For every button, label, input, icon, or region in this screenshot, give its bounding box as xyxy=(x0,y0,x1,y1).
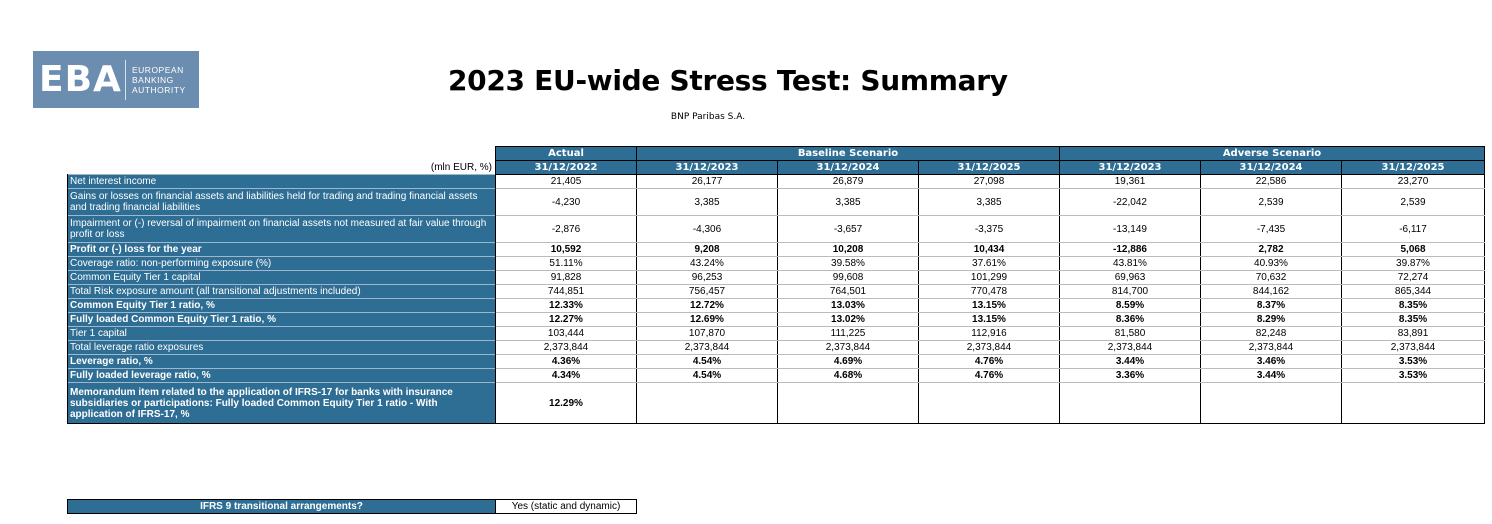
page-title: 2023 EU-wide Stress Test: Summary xyxy=(448,64,1008,97)
value-cell: -6,117 xyxy=(1342,216,1485,243)
date-header: 31/12/2023 xyxy=(637,161,778,175)
value-cell: 4.36% xyxy=(496,355,637,369)
table-row xyxy=(68,285,1485,299)
value-cell: 12.33% xyxy=(496,299,637,313)
value-cell: -3,375 xyxy=(919,216,1060,243)
value-cell: 844,162 xyxy=(1201,285,1342,299)
date-header: 31/12/2022 xyxy=(496,161,637,175)
value-cell: 81,580 xyxy=(1060,327,1201,341)
value-cell: 10,592 xyxy=(496,243,637,257)
value-cell: 3.44% xyxy=(1201,369,1342,383)
date-header-row xyxy=(68,161,1485,175)
value-cell: 21,405 xyxy=(496,175,637,189)
value-cell: 12.27% xyxy=(496,313,637,327)
value-cell: 23,270 xyxy=(1342,175,1485,189)
value-cell: 4.76% xyxy=(919,369,1060,383)
value-cell xyxy=(1060,383,1201,424)
summary-table xyxy=(67,146,1485,424)
row-label: Coverage ratio: non-performing exposure (%) xyxy=(68,257,496,271)
value-cell: 3.36% xyxy=(1060,369,1201,383)
value-cell: 12.72% xyxy=(637,299,778,313)
value-cell: 756,457 xyxy=(637,285,778,299)
value-cell: 10,434 xyxy=(919,243,1060,257)
ifrs9-label: IFRS 9 transitional arrangements? xyxy=(68,500,496,514)
value-cell: 27,098 xyxy=(919,175,1060,189)
date-header: 31/12/2025 xyxy=(1342,161,1485,175)
value-cell: 43.81% xyxy=(1060,257,1201,271)
value-cell xyxy=(637,383,778,424)
value-cell: 2,782 xyxy=(1201,243,1342,257)
value-cell: 103,444 xyxy=(496,327,637,341)
row-label: Leverage ratio, % xyxy=(68,355,496,369)
table-row xyxy=(68,327,1485,341)
value-cell: 12.69% xyxy=(637,313,778,327)
value-cell: -4,230 xyxy=(496,189,637,216)
value-cell: 13.15% xyxy=(919,299,1060,313)
value-cell: 12.29% xyxy=(496,383,637,424)
value-cell: 111,225 xyxy=(778,327,919,341)
value-cell: 8.36% xyxy=(1060,313,1201,327)
value-cell: 9,208 xyxy=(637,243,778,257)
row-label: Common Equity Tier 1 ratio, % xyxy=(68,299,496,313)
value-cell: 8.37% xyxy=(1201,299,1342,313)
value-cell: 2,373,844 xyxy=(1201,341,1342,355)
table-row xyxy=(68,341,1485,355)
table-row xyxy=(68,299,1485,313)
value-cell: 43.24% xyxy=(637,257,778,271)
value-cell: 26,879 xyxy=(778,175,919,189)
header-adverse: Adverse Scenario xyxy=(1060,147,1485,161)
bank-name: BNP Paribas S.A. xyxy=(670,112,746,122)
value-cell: 5,068 xyxy=(1342,243,1485,257)
value-cell: 865,344 xyxy=(1342,285,1485,299)
value-cell: 101,299 xyxy=(919,271,1060,285)
row-label: Gains or losses on financial assets and liabilities held for trading and trading financial assets and trading financial liabilities xyxy=(68,189,496,216)
date-header: 31/12/2024 xyxy=(778,161,919,175)
row-label: Total Risk exposure amount (all transitional adjustments included) xyxy=(68,285,496,299)
value-cell: 3,385 xyxy=(778,189,919,216)
row-label: Impairment or (-) reversal of impairment on financial assets not measured at fair value through profit or loss xyxy=(68,216,496,243)
value-cell: -7,435 xyxy=(1201,216,1342,243)
group-header-row xyxy=(68,147,1485,161)
value-cell: 8.29% xyxy=(1201,313,1342,327)
value-cell: 10,208 xyxy=(778,243,919,257)
value-cell: 764,501 xyxy=(778,285,919,299)
row-label: Net interest income xyxy=(68,175,496,189)
value-cell: -13,149 xyxy=(1060,216,1201,243)
value-cell: 91,828 xyxy=(496,271,637,285)
row-label: Profit or (-) loss for the year xyxy=(68,243,496,257)
value-cell: 96,253 xyxy=(637,271,778,285)
eba-logo xyxy=(33,51,199,108)
header-baseline: Baseline Scenario xyxy=(637,147,1060,161)
value-cell: 8.59% xyxy=(1060,299,1201,313)
value-cell: 2,373,844 xyxy=(496,341,637,355)
logo-divider xyxy=(125,60,126,100)
value-cell: 13.03% xyxy=(778,299,919,313)
value-cell: 3,385 xyxy=(919,189,1060,216)
value-cell: 3.46% xyxy=(1201,355,1342,369)
value-cell xyxy=(919,383,1060,424)
value-cell: -4,306 xyxy=(637,216,778,243)
ifrs9-table xyxy=(67,499,637,514)
table-row xyxy=(68,369,1485,383)
row-label: Total leverage ratio exposures xyxy=(68,341,496,355)
table-row xyxy=(68,216,1485,243)
ifrs9-row xyxy=(68,500,637,514)
value-cell: 13.15% xyxy=(919,313,1060,327)
value-cell: 4.54% xyxy=(637,355,778,369)
value-cell: 2,373,844 xyxy=(637,341,778,355)
value-cell: 40.93% xyxy=(1201,257,1342,271)
table-row xyxy=(68,175,1485,189)
logo-mark: EBA xyxy=(39,59,122,100)
value-cell: 4.68% xyxy=(778,369,919,383)
unit-label: (mln EUR, %) xyxy=(430,161,492,173)
table-row xyxy=(68,355,1485,369)
row-label: Fully loaded leverage ratio, % xyxy=(68,369,496,383)
value-cell: -22,042 xyxy=(1060,189,1201,216)
value-cell: 2,373,844 xyxy=(778,341,919,355)
value-cell: 8.35% xyxy=(1342,299,1485,313)
table-row xyxy=(68,189,1485,216)
value-cell: 814,700 xyxy=(1060,285,1201,299)
value-cell: 82,248 xyxy=(1201,327,1342,341)
table-row xyxy=(68,313,1485,327)
row-label: Memorandum item related to the application of IFRS-17 for banks with insurance subsidiaries or participations: Fully loaded Common Equity Tier 1 ratio - With application of IFRS-17, % xyxy=(68,383,496,424)
value-cell: 72,274 xyxy=(1342,271,1485,285)
logo-text: EUROPEAN BANKING AUTHORITY xyxy=(132,64,186,95)
table-row xyxy=(68,271,1485,285)
table-row xyxy=(68,243,1485,257)
value-cell: 770,478 xyxy=(919,285,1060,299)
value-cell: 3,385 xyxy=(637,189,778,216)
value-cell: 107,870 xyxy=(637,327,778,341)
header-actual: Actual xyxy=(496,147,637,161)
table-row xyxy=(68,257,1485,271)
value-cell: 3.44% xyxy=(1060,355,1201,369)
value-cell: 99,608 xyxy=(778,271,919,285)
value-cell: 19,361 xyxy=(1060,175,1201,189)
value-cell: -3,657 xyxy=(778,216,919,243)
value-cell xyxy=(1201,383,1342,424)
value-cell: 2,539 xyxy=(1201,189,1342,216)
value-cell: 3.53% xyxy=(1342,369,1485,383)
value-cell: 2,373,844 xyxy=(1342,341,1485,355)
date-header: 31/12/2025 xyxy=(919,161,1060,175)
value-cell: 69,963 xyxy=(1060,271,1201,285)
value-cell: 4.76% xyxy=(919,355,1060,369)
value-cell: 2,373,844 xyxy=(919,341,1060,355)
value-cell: 70,632 xyxy=(1201,271,1342,285)
value-cell: -12,886 xyxy=(1060,243,1201,257)
value-cell: 13.02% xyxy=(778,313,919,327)
value-cell: 8.35% xyxy=(1342,313,1485,327)
value-cell: 39.58% xyxy=(778,257,919,271)
row-label: Common Equity Tier 1 capital xyxy=(68,271,496,285)
value-cell: 22,586 xyxy=(1201,175,1342,189)
value-cell: 4.69% xyxy=(778,355,919,369)
value-cell: 26,177 xyxy=(637,175,778,189)
value-cell: 3.53% xyxy=(1342,355,1485,369)
row-label: Tier 1 capital xyxy=(68,327,496,341)
value-cell xyxy=(1342,383,1485,424)
value-cell: 39.87% xyxy=(1342,257,1485,271)
value-cell: 2,373,844 xyxy=(1060,341,1201,355)
value-cell: 744,851 xyxy=(496,285,637,299)
date-header: 31/12/2024 xyxy=(1201,161,1342,175)
value-cell: 51.11% xyxy=(496,257,637,271)
row-label: Fully loaded Common Equity Tier 1 ratio, % xyxy=(68,313,496,327)
value-cell: 37.61% xyxy=(919,257,1060,271)
value-cell: -2,876 xyxy=(496,216,637,243)
ifrs9-value: Yes (static and dynamic) xyxy=(496,500,637,514)
value-cell: 4.54% xyxy=(637,369,778,383)
value-cell: 83,891 xyxy=(1342,327,1485,341)
table-row xyxy=(68,383,1485,424)
value-cell xyxy=(778,383,919,424)
value-cell: 2,539 xyxy=(1342,189,1485,216)
value-cell: 4.34% xyxy=(496,369,637,383)
date-header: 31/12/2023 xyxy=(1060,161,1201,175)
value-cell: 112,916 xyxy=(919,327,1060,341)
